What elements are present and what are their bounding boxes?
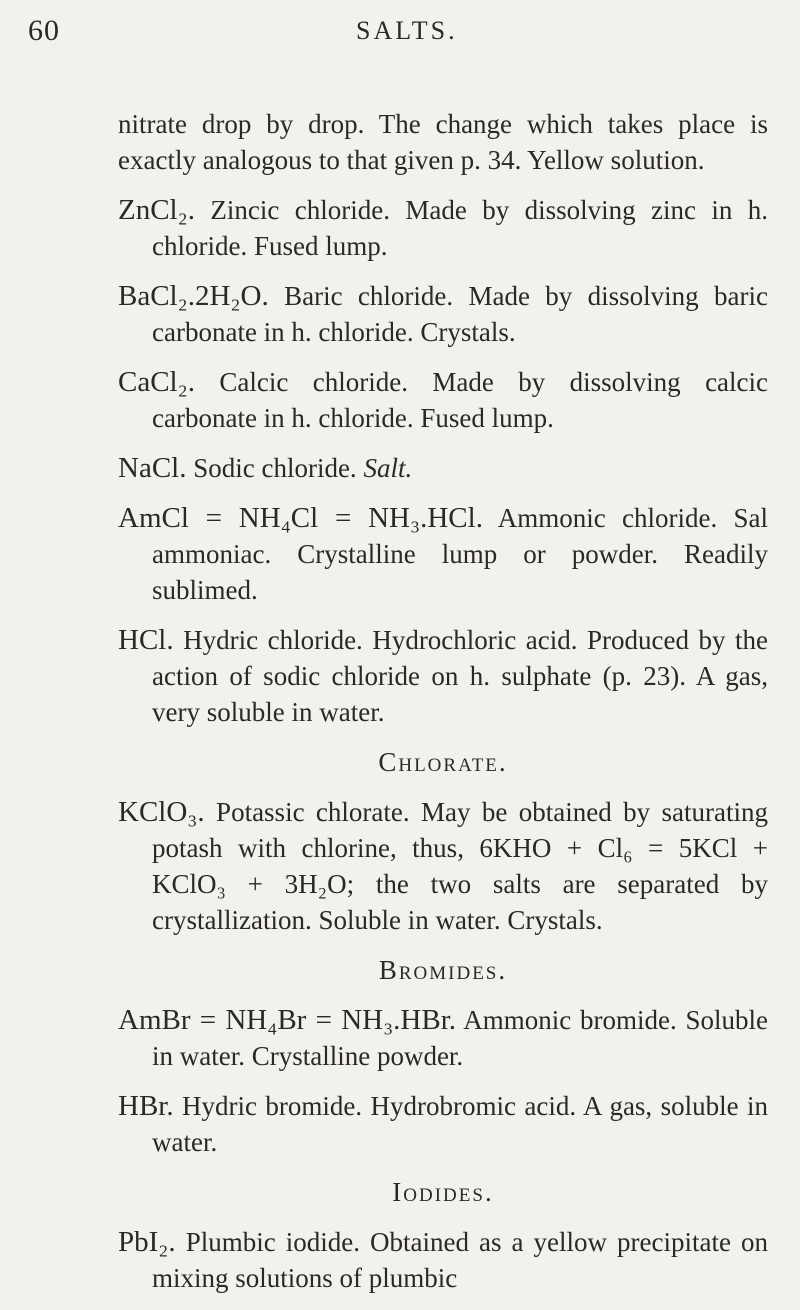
section-heading-iodides: Iodides. <box>392 1177 494 1207</box>
common-name: Salt. <box>363 453 413 483</box>
entry-text: Plumbic iodide. Obtained as a yellow precipitate on mixing solutions of plumbic <box>152 1227 768 1293</box>
page-number: 60 <box>28 14 60 47</box>
entry-calcic-chloride <box>118 364 768 436</box>
entry-text: Calcic chloride. Made by dissolving calcic carbonate in h. chloride. Fused lump. <box>152 367 769 433</box>
entry-text: Zincic chloride. Made by dissolving zinc in h. chloride. Fused lump. <box>152 195 768 261</box>
entry-ammonic-bromide <box>118 1002 768 1074</box>
entry-text: Hydric chloride. Hydrochloric acid. Produced by the action of sodic chloride on h. sulphate (p. 23). A gas, very soluble in water. <box>152 625 768 727</box>
formula: HCl. <box>118 624 174 656</box>
formula: HBr. <box>118 1090 174 1122</box>
formula: KClO₃. <box>118 796 205 828</box>
entry-text: Hydric bromide. Hydrobromic acid. A gas, soluble in water. <box>152 1091 768 1157</box>
entry-ammonic-chloride <box>118 500 768 608</box>
formula: BaCl₂.2H₂O. <box>118 280 269 312</box>
entry-text: Ammonic bromide. Soluble in water. Crystalline powder. <box>152 1005 769 1071</box>
entry-sodic-chloride <box>118 450 768 486</box>
entry-text: Sodic chloride. <box>193 453 357 483</box>
section-heading-bromides: Bromides. <box>378 955 508 985</box>
entry-potassic-chlorate <box>118 794 768 938</box>
formula: PbI₂. <box>118 1226 176 1258</box>
body-text <box>118 106 768 1310</box>
section-heading-chlorate: Chlorate. <box>378 747 508 777</box>
entry-zinc-chloride <box>118 192 768 264</box>
running-head: SALTS. <box>356 16 458 45</box>
entry-text: Potassic chlorate. May be obtained by saturating potash with chlorine, thus, 6KHO + Cl₆ = 5KCl + KClO₃ + 3H₂O; the two salts are separated by crystallization. Soluble in water. Crystals. <box>152 797 768 935</box>
formula: AmCl = NH₄Cl = NH₃.HCl. <box>118 502 483 534</box>
entry-text: Baric chloride. Made by dissolving baric carbonate in h. chloride. Crystals. <box>152 281 769 347</box>
entry-plumbic-iodide <box>118 1224 768 1296</box>
formula: ZnCl₂. <box>118 194 195 226</box>
entry-text: Ammonic chloride. Sal ammoniac. Crystalline lump or powder. Readily sublimed. <box>152 503 768 605</box>
formula: NaCl. <box>118 452 187 484</box>
continuation-paragraph: nitrate drop by drop. The change which takes place is exactly analogous to that given p. 34. Yellow solution. <box>118 109 768 175</box>
entry-hydric-chloride <box>118 622 768 730</box>
formula: CaCl₂. <box>118 366 195 398</box>
entry-hydric-bromide <box>118 1088 768 1160</box>
formula: AmBr = NH₄Br = NH₃.HBr. <box>118 1004 457 1036</box>
entry-baric-chloride <box>118 278 768 350</box>
